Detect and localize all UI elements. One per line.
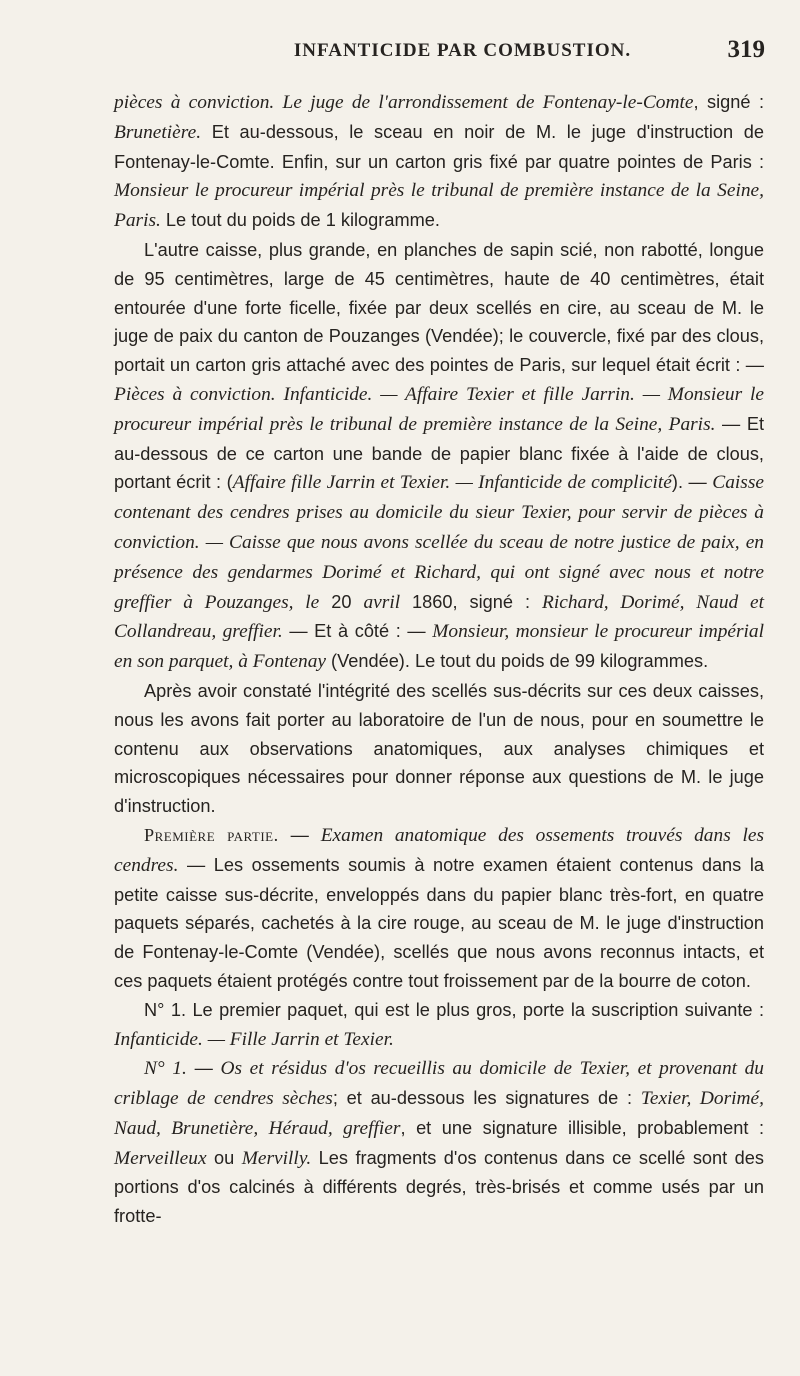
paragraph (114, 821, 764, 996)
italic-run: avril (363, 591, 401, 613)
page-header (100, 36, 765, 76)
running-title: INFANTICIDE PAR COMBUSTION. (293, 40, 632, 61)
italic-run: Os et résidus d'os recueillis au domicile de Texier, et provenant du criblage de cendres sèches (114, 1058, 764, 1110)
page-number: 319 (727, 36, 765, 63)
text-run: ; et au-dessous les signatures de : (332, 1088, 641, 1109)
text-run: L'autre caisse, plus grande, en planches de sapin scié, non rabotté, longue de 95 centimètres, large de 45 centimètres, haute de 40 centimètres, était entourée d'une forte ficelle, fixée par deux scellés en cire, au sceau de M. le juge de paix du canton de Pouzanges (Vendée); le couvercle, fixé par des clous, portait un carton gris attaché avec des pointes de Paris, sur lequel était écrit : — (114, 239, 764, 376)
italic-run: Monsieur, monsieur le procureur impérial en son parquet, à Fontenay (114, 621, 765, 673)
text-run: , signé : (693, 92, 764, 112)
italic-run: Mervilly. (241, 1147, 312, 1169)
text-run: , et une signature illisible, probablement : (400, 1117, 764, 1138)
italic-run: Infanticide. — Fille Jarrin et Texier. (114, 1028, 394, 1050)
italic-run: N° 1. (144, 1058, 187, 1080)
italic-run: Richard, Dorimé, Naud et Collandreau, greffier. (114, 591, 765, 643)
italic-run: Texier, Dorimé, Naud, Brunetière, Héraud, greffier (114, 1088, 764, 1139)
paragraph (114, 996, 764, 1055)
text-run: (Vendée). Le tout du poids de 99 kilogrammes. (326, 651, 709, 672)
paragraph (114, 1054, 764, 1231)
paragraph (114, 236, 764, 677)
text-run: Et au-dessous, le sceau en noir de M. le juge d'instruction de Fontenay-le-Comte. Enfin, sur un carton gris fixé par quatre pointes de Paris : (114, 121, 764, 172)
italic-run: Caisse contenant des cendres prises au domicile du sieur Texier, pour servir de pièces à conviction. — Caisse que nous avons scellée du sceau de notre justice de paix, en présence des gendarmes Dorimé et Richard, qui ont signé avec nous et notre greffier à Pouzanges, le (114, 472, 764, 613)
text-run: ). — (671, 472, 713, 493)
italic-run: Monsieur le procureur impérial près le tribunal de première instance de la Seine, Paris. (114, 180, 764, 232)
italic-run: pièces à conviction. Le juge de l'arrondissement de Fontenay-le-Comte (114, 92, 694, 113)
text-run: — Et au-dessous de ce carton une bande de papier blanc fixée à l'aide de clous, portant écrit : ( (114, 413, 764, 493)
text-run: Après avoir constaté l'intégrité des scellés sus-décrits sur ces deux caisses, nous les avons fait porter au laboratoire de l'un de nous, pour en soumettre le contenu aux observations anatomiques, aux analyses chimiques et microscopiques nécessaires pour donner réponse aux questions de M. le juge d'instruction. (114, 680, 764, 817)
text-run: — Et à côté : — (282, 621, 433, 642)
paragraph (114, 677, 764, 821)
text-run: — (186, 1058, 221, 1079)
text-run: Le tout du poids de 1 kilogramme. (160, 210, 440, 231)
text-run: — Les ossements soumis à notre examen étaient contenus dans la petite caisse sus-décrite, enveloppés dans du papier blanc très-fort, en quatre paquets séparés, cachetés à la cire rouge, au sceau de M. le juge d'instruction de Fontenay-le-Comte (Vendée), scellés que nous avons reconnus intacts, et ces paquets étaient protégés contre tout froissement par de la bourre de coton. (114, 854, 764, 991)
text-body (114, 88, 764, 1231)
italic-run: Merveilleux (114, 1147, 207, 1169)
italic-run: Affaire fille Jarrin et Texier. — Infanticide de complicité (232, 472, 672, 494)
text-run: 1860, signé : (400, 591, 543, 612)
italic-run: Pièces à conviction. Infanticide. — Affaire Texier et fille Jarrin. — Monsieur le procureur impérial près le tribunal de première instance de la Seine, Paris. (114, 383, 764, 435)
text-run: Les fragments d'os contenus dans ce scellé sont des portions d'os calcinés à différents degrés, très-brisés et comme usés par un frotte- (114, 1147, 764, 1227)
paragraph (114, 88, 764, 236)
text-run: ou (206, 1147, 242, 1168)
italic-run: Brunetière. (114, 121, 202, 143)
italic-run: Examen anatomique des ossements trouvés dans les cendres. (114, 824, 764, 876)
text-run: 20 (319, 591, 364, 612)
text-run: — (278, 824, 321, 845)
section-heading-run: Première partie. (144, 824, 279, 845)
text-run: N° 1. Le premier paquet, qui est le plus gros, porte la suscription suivante : (144, 999, 764, 1020)
